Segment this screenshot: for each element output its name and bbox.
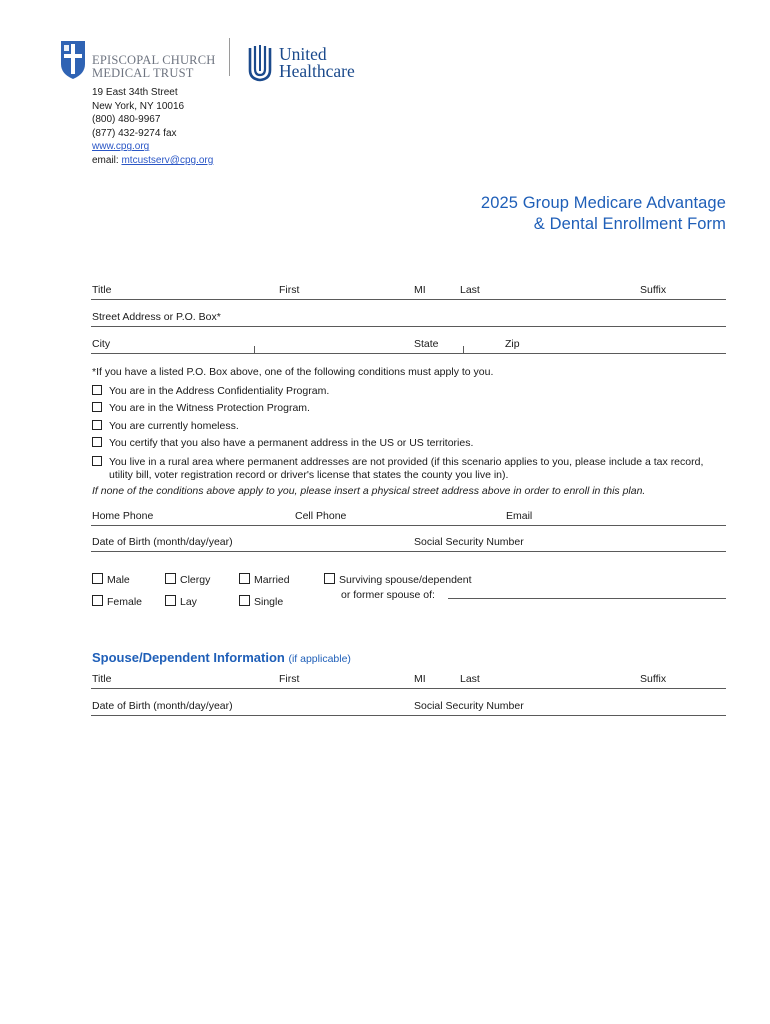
city-state-zip-row[interactable] xyxy=(91,337,726,354)
condition-text: You are currently homeless. xyxy=(109,420,239,432)
condition-item[interactable] xyxy=(92,385,702,398)
married-option[interactable]: Married xyxy=(239,573,290,586)
condition-checkbox[interactable] xyxy=(92,402,102,412)
email-link[interactable]: mtcustserv@cpg.org xyxy=(121,154,214,166)
condition-checkbox[interactable] xyxy=(92,456,102,466)
male-checkbox[interactable] xyxy=(92,573,103,584)
spouse-first-label: First xyxy=(279,673,300,685)
surviving-spouse-label-line2: or former spouse of: xyxy=(341,589,435,601)
form-title: 2025 Group Medicare Advantage & Dental Enrollment Form xyxy=(480,194,726,233)
zip-label: Zip xyxy=(505,338,520,350)
condition-text: You are in the Address Confidentiality Program. xyxy=(109,385,330,397)
address-fax: (877) 432-9274 fax xyxy=(92,127,177,139)
website-link[interactable]: www.cpg.org xyxy=(92,141,150,153)
male-option[interactable]: Male xyxy=(92,573,130,586)
spouse-dob-ssn-row[interactable] xyxy=(91,699,726,716)
field-divider xyxy=(463,346,464,354)
po-box-fallback-note: If none of the conditions above apply to you, please insert a physical street address above in order to enroll in this plan. xyxy=(92,485,646,497)
single-option[interactable]: Single xyxy=(239,595,283,608)
married-checkbox[interactable] xyxy=(239,573,250,584)
ecmt-logo xyxy=(60,40,220,84)
condition-item[interactable] xyxy=(92,420,702,433)
uhc-logo xyxy=(248,44,378,84)
condition-text: You live in a rural area where permanent addresses are not provided (if this scenario applies to you, please include a tax record, utility bill, voter registration record or driver's license that states the county you live in). xyxy=(109,456,704,481)
mi-label: MI xyxy=(414,284,426,296)
lay-checkbox[interactable] xyxy=(165,595,176,606)
condition-checkbox[interactable] xyxy=(92,385,102,395)
female-checkbox[interactable] xyxy=(92,595,103,606)
field-divider xyxy=(254,346,255,354)
condition-checkbox[interactable] xyxy=(92,437,102,447)
ecmt-shield-icon xyxy=(60,40,86,80)
spouse-suffix-label: Suffix xyxy=(640,673,667,685)
clergy-option[interactable]: Clergy xyxy=(165,573,210,586)
po-box-note: *If you have a listed P.O. Box above, one of the following conditions must apply to you. xyxy=(92,366,494,378)
logo-divider xyxy=(229,38,230,76)
spouse-ssn-label: Social Security Number xyxy=(414,700,524,712)
spouse-mi-label: MI xyxy=(414,673,426,685)
uhc-wordmark: United Healthcare xyxy=(279,44,355,81)
condition-text: You certify that you also have a permanent address in the US or US territories. xyxy=(109,437,474,449)
surviving-spouse-option[interactable]: Surviving spouse/dependent xyxy=(324,573,472,586)
former-spouse-field[interactable] xyxy=(448,598,726,599)
cell-phone-label: Cell Phone xyxy=(295,510,347,522)
surviving-spouse-checkbox[interactable] xyxy=(324,573,335,584)
address-block xyxy=(92,86,213,168)
condition-checkbox[interactable] xyxy=(92,420,102,430)
email-field-label: Email xyxy=(506,510,533,522)
condition-text: You are in the Witness Protection Program. xyxy=(109,402,310,414)
home-phone-label: Home Phone xyxy=(92,510,154,522)
street-label: Street Address or P.O. Box* xyxy=(92,311,221,323)
street-address-row[interactable] xyxy=(91,310,726,327)
first-label: First xyxy=(279,284,300,296)
spouse-title-label: Title xyxy=(92,673,112,685)
condition-item[interactable] xyxy=(92,437,702,450)
female-option[interactable]: Female xyxy=(92,595,142,608)
address-street: 19 East 34th Street xyxy=(92,87,178,98)
lay-option[interactable]: Lay xyxy=(165,595,197,608)
condition-item[interactable] xyxy=(92,402,702,415)
spouse-name-row[interactable] xyxy=(91,672,726,689)
ssn-label: Social Security Number xyxy=(414,536,524,548)
spouse-last-label: Last xyxy=(460,673,480,685)
address-city: New York, NY 10016 xyxy=(92,100,185,112)
city-label: City xyxy=(92,338,111,350)
state-label: State xyxy=(414,338,439,350)
email-label: email: xyxy=(92,154,119,166)
spouse-section-heading: Spouse/Dependent Information (if applicable) xyxy=(92,650,351,665)
uhc-mark-icon xyxy=(248,44,272,82)
suffix-label: Suffix xyxy=(640,284,667,296)
ecmt-wordmark: EPISCOPAL CHURCH MEDICAL TRUST xyxy=(92,53,216,80)
dob-ssn-row[interactable] xyxy=(91,535,726,552)
spouse-dob-label: Date of Birth (month/day/year) xyxy=(92,700,233,712)
single-checkbox[interactable] xyxy=(239,595,250,606)
contact-row[interactable] xyxy=(91,509,726,526)
clergy-checkbox[interactable] xyxy=(165,573,176,584)
title-label: Title xyxy=(92,284,112,296)
condition-item[interactable] xyxy=(92,456,704,481)
address-phone: (800) 480-9967 xyxy=(92,114,161,126)
member-name-row[interactable] xyxy=(91,283,726,300)
dob-label: Date of Birth (month/day/year) xyxy=(92,536,233,548)
last-label: Last xyxy=(460,284,480,296)
